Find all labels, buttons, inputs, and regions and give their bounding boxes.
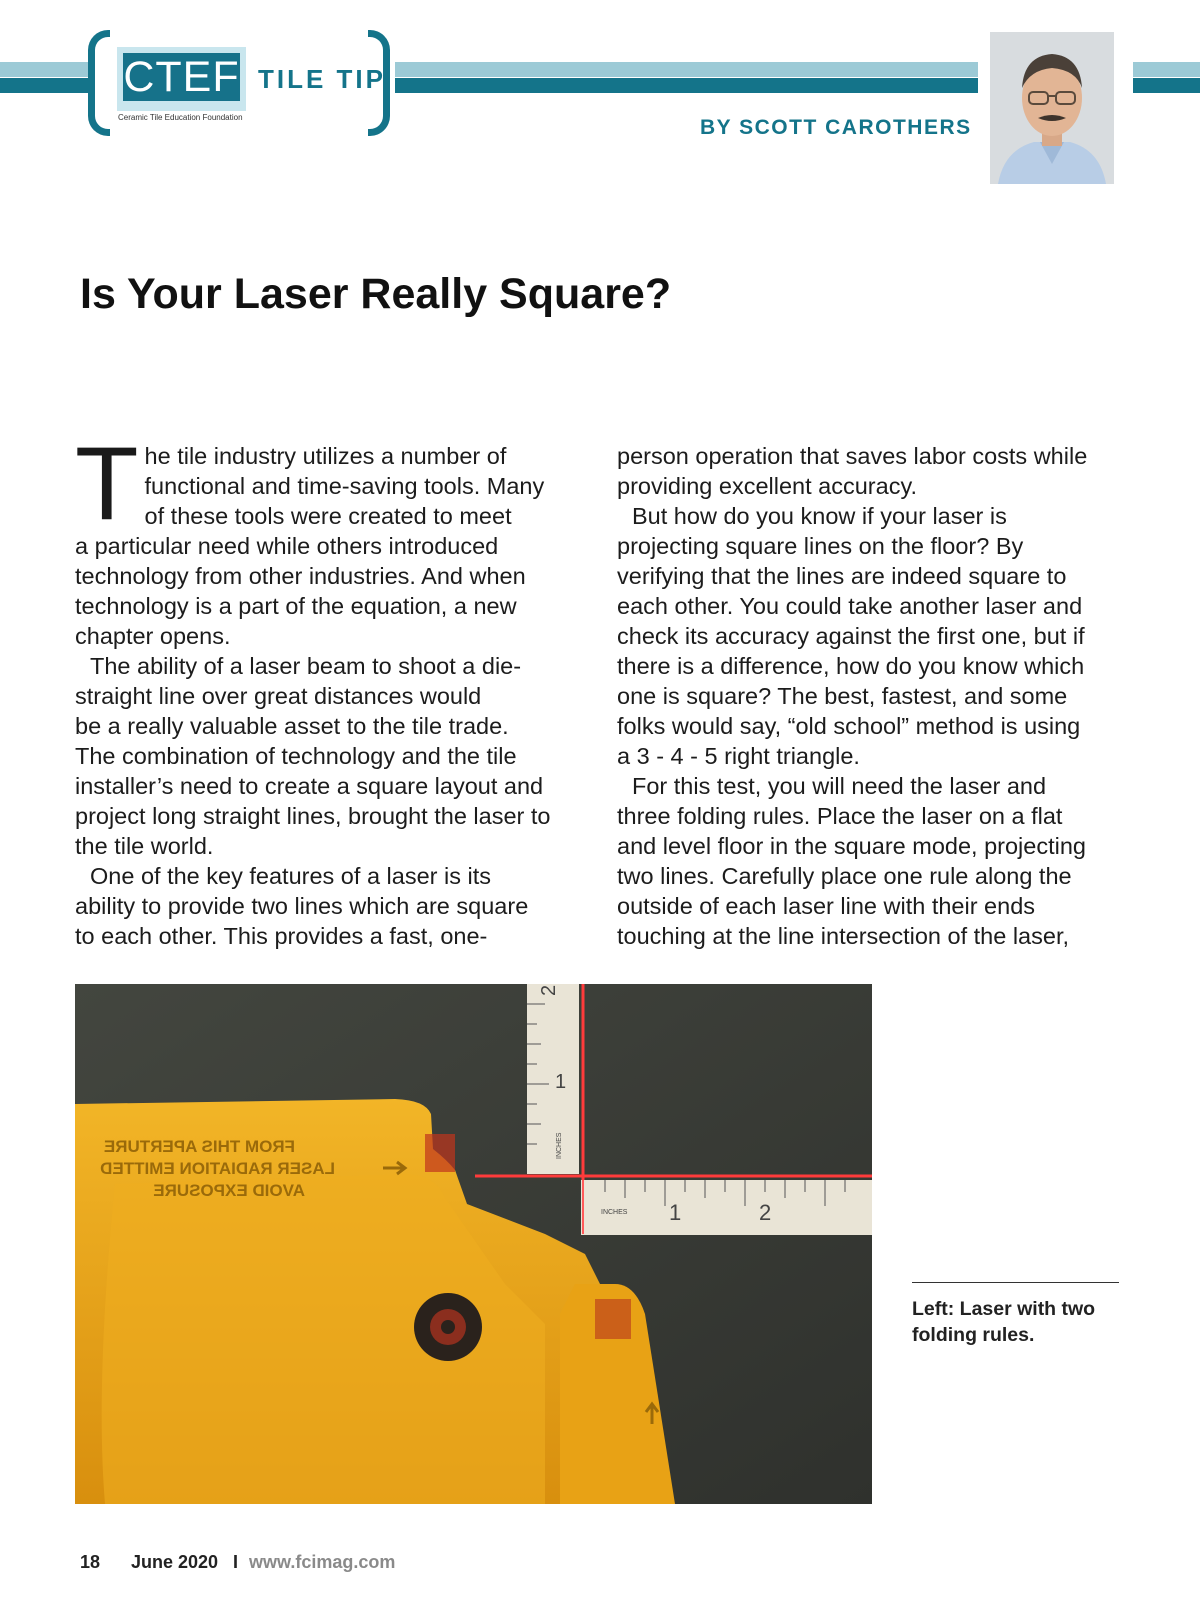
body-line: installer’s need to create a square layout and: [75, 773, 544, 799]
body-line: chapter opens.: [75, 623, 231, 649]
rule-mark-2-horizontal: 2: [759, 1200, 772, 1225]
body-line: folks would say, “old school” method is using: [617, 713, 1081, 739]
author-photo: [990, 32, 1114, 184]
body-line: there is a difference, how do you know which: [617, 653, 1085, 679]
header-bar-right: [1133, 62, 1200, 77]
section-label: TILE TIP: [258, 64, 386, 94]
body-line: technology is a part of the equation, a new: [75, 593, 517, 619]
header-bar-middle: [395, 62, 978, 77]
body-line: a 3 - 4 - 5 right triangle.: [617, 743, 860, 769]
rule-mark-2-vertical: 2: [538, 984, 560, 996]
body-line: check its accuracy against the first one, but if: [617, 623, 1085, 649]
body-line: one is square? The best, fastest, and some: [617, 683, 1068, 709]
body-line: each other. You could take another laser and: [617, 593, 1083, 619]
warning-line-2: LASER RADIATION EMITTED: [100, 1159, 335, 1178]
body-line: The ability of a laser beam to shoot a die-: [90, 653, 522, 679]
laser-photo: [75, 984, 872, 1504]
header-bar-middle-dark: [395, 78, 978, 93]
body-line: The combination of technology and the tile: [75, 743, 517, 769]
body-line: and level floor in the square mode, projecting: [617, 833, 1086, 859]
logo-subtitle: Ceramic Tile Education Foundation: [118, 113, 243, 122]
body-line: outside of each laser line with their ends: [617, 893, 1036, 919]
laser-photo-illustration: [75, 984, 872, 1504]
body-line: person operation that saves labor costs while: [617, 443, 1088, 469]
footer-separator: I: [233, 1552, 239, 1572]
figure-caption: Left: Laser with two folding rules.: [912, 1298, 1096, 1346]
body-line: projecting square lines on the floor? By: [617, 533, 1024, 559]
warning-line-1: AVOID EXPOSURE: [153, 1181, 305, 1200]
body-line: For this test, you will need the laser and: [632, 773, 1047, 799]
warning-line-3: FROM THIS APERTURE: [103, 1137, 295, 1156]
drop-cap: T: [75, 426, 139, 542]
article-column-1: [75, 426, 585, 951]
header-bar-left: [0, 62, 90, 77]
body-line: be a really valuable asset to the tile trade.: [75, 713, 509, 739]
body-line: providing excellent accuracy.: [617, 473, 917, 499]
body-line: the tile world.: [75, 833, 214, 859]
body-line: to each other. This provides a fast, one-: [75, 923, 488, 949]
rule-unit-horizontal: INCHES: [601, 1209, 628, 1216]
body-line: two lines. Carefully place one rule along the: [617, 863, 1072, 889]
article-column-2: [617, 441, 1127, 951]
body-line: he tile industry utilizes a number of: [144, 443, 507, 469]
ctef-logo-text: CTEF: [123, 53, 240, 101]
issue-date: June 2020: [131, 1552, 219, 1572]
header-bar-right-dark: [1133, 78, 1200, 93]
rule-mark-1-horizontal: 1: [669, 1200, 682, 1225]
body-line: One of the key features of a laser is its: [90, 863, 492, 889]
left-bracket: [88, 30, 110, 136]
body-line: functional and time-saving tools. Many: [144, 473, 545, 499]
body-line: three folding rules. Place the laser on a flat: [617, 803, 1063, 829]
website-link[interactable]: www.fcimag.com: [249, 1552, 396, 1572]
ctef-logo: [117, 47, 246, 111]
rule-unit-vertical: INCHES: [556, 1132, 563, 1159]
rule-mark-1-vertical: 1: [555, 1071, 567, 1093]
caption-rule: [912, 1282, 1119, 1283]
page-number: 18: [80, 1552, 101, 1572]
body-line: technology from other industries. And when: [75, 563, 526, 589]
header-bar-left-dark: [0, 78, 90, 93]
article-title: Is Your Laser Really Square?: [80, 270, 672, 318]
author-portrait: [990, 32, 1114, 184]
body-line: project long straight lines, brought the laser to: [75, 803, 551, 829]
body-line: of these tools were created to meet: [144, 503, 512, 529]
byline: BY SCOTT CAROTHERS: [700, 116, 972, 139]
body-line: a particular need while others introduced: [75, 533, 499, 559]
body-line: But how do you know if your laser is: [632, 503, 1007, 529]
body-line: straight line over great distances would: [75, 683, 482, 709]
body-line: touching at the line intersection of the laser,: [617, 923, 1070, 949]
body-line: ability to provide two lines which are square: [75, 893, 529, 919]
body-line: verifying that the lines are indeed square to: [617, 563, 1067, 589]
